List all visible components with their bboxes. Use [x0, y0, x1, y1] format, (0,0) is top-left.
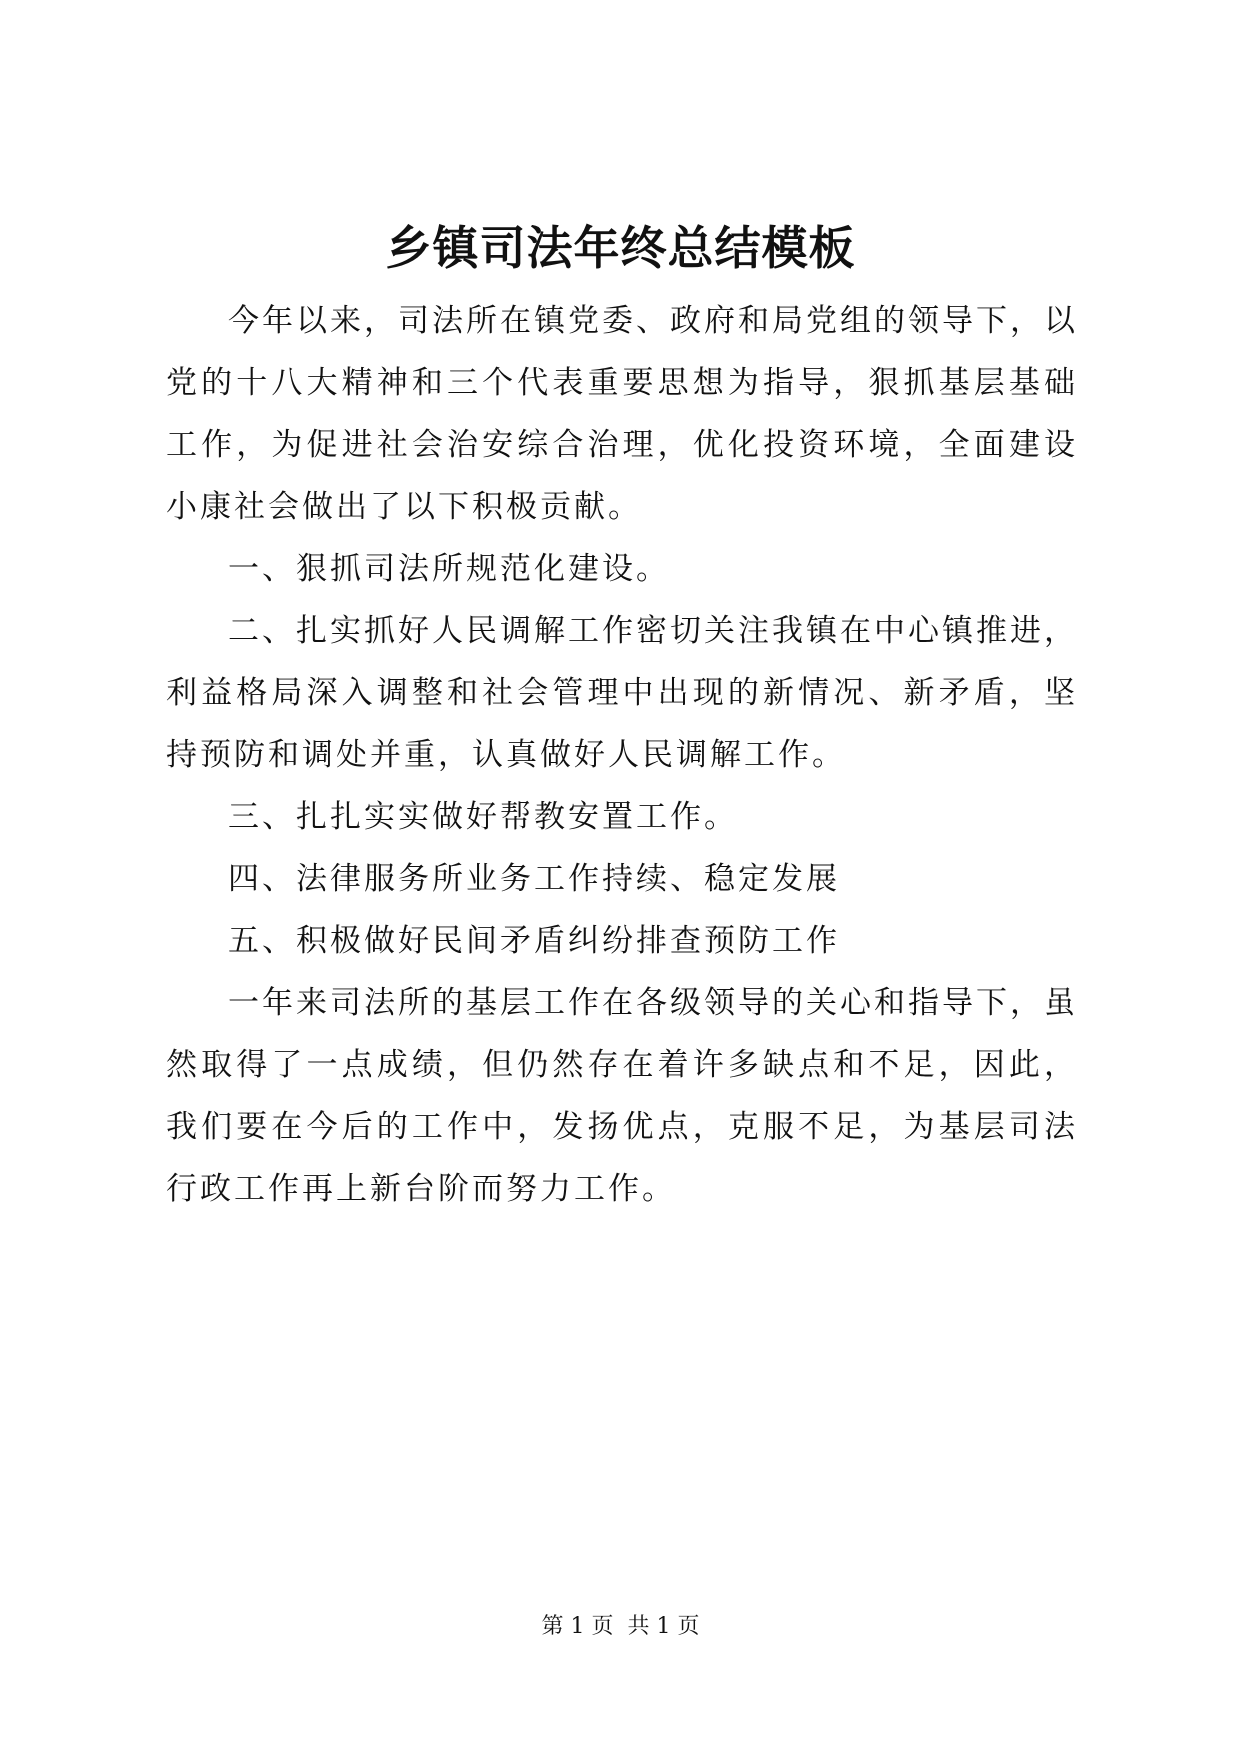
- paragraph-intro: 今年以来，司法所在镇党委、政府和局党组的领导下，以党的十八大精神和三个代表重要思想为指导，狠抓基层基础工作，为促进社会治安综合治理，优化投资环境，全面建设小康社会做出了以下积极贡献。: [166, 303, 1078, 525]
- page-footer: [0, 1612, 1241, 1642]
- paragraph-conclusion: 一年来司法所的基层工作在各级领导的关心和指导下，虽然取得了一点成绩，但仍然存在着许多缺点和不足，因此，我们要在今后的工作中，发扬优点，克服不足，为基层司法行政工作再上新台阶而努力工作。: [166, 985, 1078, 1207]
- paragraph-item-3: 三、扎扎实实做好帮教安置工作。: [228, 799, 738, 835]
- paragraph-item-2: 二、扎实抓好人民调解工作密切关注我镇在中心镇推进，利益格局深入调整和社会管理中出现的新情况、新矛盾，坚持预防和调处并重，认真做好人民调解工作。: [166, 613, 1078, 773]
- page-number: 第 1 页 共 1 页: [541, 1614, 700, 1639]
- paragraph-item-1: 一、狠抓司法所规范化建设。: [228, 551, 670, 587]
- paragraph-item-4: 四、法律服务所业务工作持续、稳定发展: [228, 861, 840, 897]
- document-body: [166, 290, 1078, 1220]
- document-title: 乡镇司法年终总结模板: [385, 221, 856, 275]
- paragraph-item-5: 五、积极做好民间矛盾纠纷排查预防工作: [228, 923, 840, 959]
